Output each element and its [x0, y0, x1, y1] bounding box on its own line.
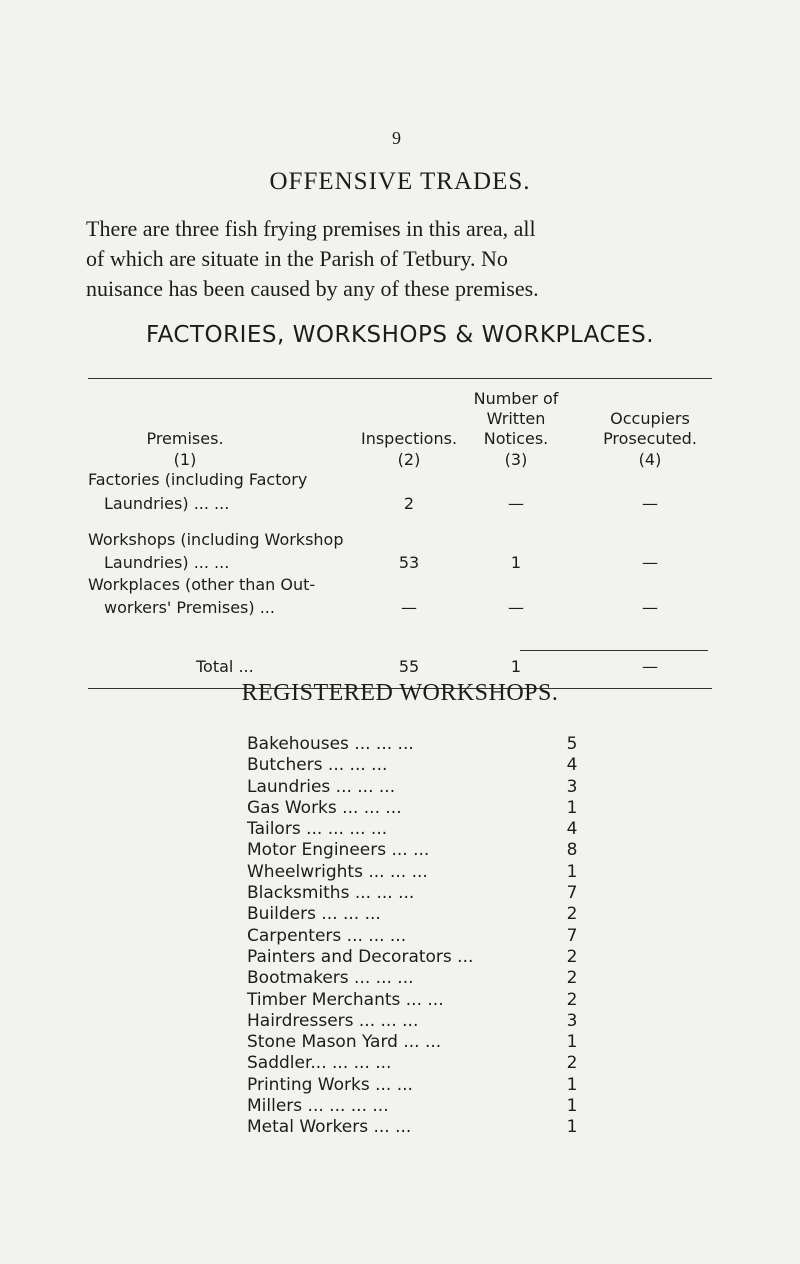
workshop-count: 2: [566, 968, 578, 989]
row-factories-label-line1: Factories (including Factory: [88, 470, 308, 489]
workshop-name: Wheelwrights ... ... ...: [247, 861, 428, 882]
list-item: [247, 947, 607, 968]
workshop-count: 7: [566, 883, 578, 904]
list-item: [247, 798, 607, 819]
row-workshops-notices: 1: [510, 553, 522, 572]
registered-workshops-heading: REGISTERED WORKSHOPS.: [241, 680, 559, 706]
workshop-count: 1: [566, 1117, 578, 1138]
list-item: [247, 819, 607, 840]
col-notices-header-line2: Written: [486, 409, 546, 428]
col-notices-header-line3: Notices.: [483, 429, 549, 448]
row-workplaces-inspections: —: [401, 598, 417, 617]
workshop-name: Timber Merchants ... ...: [247, 989, 444, 1010]
list-item: [247, 968, 607, 989]
row-factories-notices: —: [508, 494, 524, 513]
workshop-count: 8: [566, 840, 578, 861]
workshop-name: Bootmakers ... ... ...: [247, 968, 414, 989]
workshop-name: Butchers ... ... ...: [247, 755, 388, 776]
workshop-count: 1: [566, 1074, 578, 1095]
list-item: [247, 1032, 607, 1053]
workshop-count: 1: [566, 797, 578, 818]
workshop-count: 7: [566, 925, 578, 946]
workshop-name: Painters and Decorators ...: [247, 946, 474, 967]
list-item: [247, 1075, 607, 1096]
list-item: [247, 777, 607, 798]
paragraph-line: of which are situate in the Parish of Tetbury. No: [86, 246, 508, 271]
row-workplaces-notices: —: [508, 598, 524, 617]
list-item: [247, 1053, 607, 1074]
col-occupiers-header-line1: Occupiers: [610, 409, 690, 428]
workshop-count: 5: [566, 734, 578, 754]
list-item: [247, 926, 607, 947]
list-item: [247, 862, 607, 883]
offensive-trades-heading: OFFENSIVE TRADES.: [269, 168, 531, 195]
workshop-name: Stone Mason Yard ... ...: [247, 1032, 442, 1053]
workshop-name: Motor Engineers ... ...: [247, 840, 430, 861]
row-factories-prosecuted: —: [642, 494, 658, 513]
row-workplaces-label-line1: Workplaces (other than Out-: [88, 575, 316, 594]
col-premises-number: (1): [173, 450, 197, 469]
row-workshops-prosecuted: —: [642, 553, 658, 572]
list-item: [247, 904, 607, 925]
col-occupiers-header-line2: Prosecuted.: [603, 429, 697, 448]
workshop-name: Builders ... ... ...: [247, 904, 381, 925]
workshop-name: Blacksmiths ... ... ...: [247, 883, 415, 904]
workshop-name: Printing Works ... ...: [247, 1074, 413, 1095]
list-item: [247, 1117, 607, 1138]
workshop-name: Laundries ... ... ...: [247, 776, 396, 797]
factories-heading: FACTORIES, WORKSHOPS & WORKPLACES.: [145, 322, 655, 348]
row-workshops-label-line1: Workshops (including Workshop: [88, 530, 344, 549]
workshop-count: 4: [566, 755, 578, 776]
list-item: [247, 990, 607, 1011]
workshop-count: 3: [566, 1010, 578, 1031]
col-occupiers-number: (4): [638, 450, 662, 469]
total-prosecuted: —: [642, 657, 658, 676]
workshop-count: 1: [566, 1096, 578, 1117]
workshop-name: Gas Works ... ... ...: [247, 797, 402, 818]
workshop-count: 3: [566, 776, 578, 797]
row-factories-inspections: 2: [403, 494, 415, 513]
col-notices-number: (3): [504, 450, 528, 469]
total-inspections: 55: [398, 657, 420, 676]
row-workshops-label-line2: Laundries) ... ...: [104, 553, 230, 572]
col-inspections-number: (2): [397, 450, 421, 469]
list-item: [247, 734, 607, 755]
page-number: 9: [392, 128, 401, 148]
list-item: [247, 883, 607, 904]
list-item: [247, 840, 607, 861]
workshop-count: 2: [566, 1053, 578, 1074]
col-premises-header: Premises.: [146, 429, 224, 448]
list-item: [247, 1096, 607, 1117]
paragraph-line: nuisance has been caused by any of these premises.: [86, 276, 539, 301]
workshop-name: Millers ... ... ... ...: [247, 1096, 389, 1117]
workshop-name: Hairdressers ... ... ...: [247, 1010, 419, 1031]
row-workplaces-prosecuted: —: [642, 598, 658, 617]
workshop-count: 2: [566, 989, 578, 1010]
workshop-count: 1: [566, 861, 578, 882]
list-item: [247, 1011, 607, 1032]
col-inspections-header: Inspections.: [360, 429, 458, 448]
workshop-count: 2: [566, 946, 578, 967]
workshop-name: Bakehouses ... ... ...: [247, 734, 414, 754]
total-label: Total ...: [196, 657, 254, 676]
workshop-count: 4: [566, 819, 578, 840]
col-notices-header-line1: Number of: [473, 389, 559, 408]
list-item: [247, 755, 607, 776]
row-workplaces-label-line2: workers' Premises) ...: [104, 598, 275, 617]
total-notices: 1: [510, 657, 522, 676]
workshop-name: Metal Workers ... ...: [247, 1117, 412, 1138]
workshop-name: Carpenters ... ... ...: [247, 925, 407, 946]
workshop-name: Tailors ... ... ... ...: [247, 819, 388, 840]
row-factories-label-line2: Laundries) ... ...: [104, 494, 230, 513]
paragraph-line: There are three fish frying premises in this area, all: [86, 216, 536, 241]
workshop-count: 1: [566, 1032, 578, 1053]
registered-workshops-list: [247, 734, 607, 1139]
row-workshops-inspections: 53: [398, 553, 420, 572]
workshop-name: Saddler... ... ... ...: [247, 1053, 392, 1074]
workshop-count: 2: [566, 904, 578, 925]
